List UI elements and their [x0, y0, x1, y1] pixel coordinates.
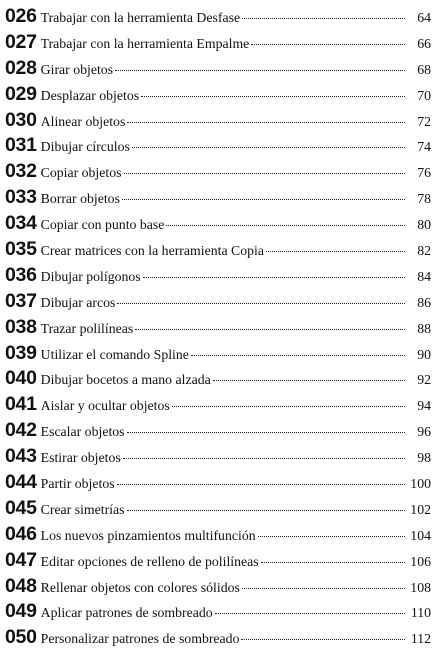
entry-title: Escalar objetos [40, 424, 125, 440]
entry-number: 044 [5, 471, 37, 494]
entry-title: Personalizar patrones de sombreado [40, 631, 240, 647]
toc-entry[interactable] [5, 470, 431, 496]
toc-entry[interactable] [5, 366, 431, 392]
dot-leader [117, 483, 405, 485]
toc-entry[interactable] [5, 263, 431, 289]
entry-number: 047 [5, 548, 37, 571]
entry-number: 041 [5, 393, 37, 416]
dot-leader [123, 457, 405, 459]
entry-page-number: 76 [417, 165, 431, 181]
entry-title: Copiar objetos [40, 165, 122, 181]
entry-number: 046 [5, 522, 37, 545]
entry-number: 035 [5, 238, 37, 261]
dot-leader [242, 587, 405, 589]
entry-title: Estirar objetos [40, 450, 121, 466]
entry-page-number: 92 [417, 372, 431, 388]
entry-page-number: 84 [417, 268, 431, 284]
dot-leader [143, 276, 405, 278]
entry-page-number: 102 [410, 501, 431, 517]
dot-leader [124, 172, 406, 174]
toc-entry[interactable] [5, 159, 431, 185]
entry-title: Dibujar bocetos a mano alzada [40, 372, 211, 388]
toc-entry[interactable] [5, 522, 431, 548]
entry-page-number: 86 [417, 294, 431, 310]
entry-title: Crear matrices con la herramienta Copia [40, 243, 264, 259]
dot-leader [127, 431, 405, 433]
entry-page-number: 98 [417, 450, 431, 466]
dot-leader [115, 69, 405, 71]
entry-number: 049 [5, 600, 37, 623]
dot-leader [135, 328, 405, 330]
entry-page-number: 70 [417, 87, 431, 103]
entry-title: Dibujar polígonos [40, 268, 141, 284]
entry-title: Alinear objetos [40, 113, 126, 129]
entry-number: 043 [5, 445, 37, 468]
entry-number: 036 [5, 263, 37, 286]
toc-entry[interactable] [5, 289, 431, 315]
toc-entry[interactable] [5, 56, 431, 82]
entry-page-number: 88 [417, 320, 431, 336]
entry-title: Aplicar patrones de sombreado [40, 605, 213, 621]
toc-entry[interactable] [5, 392, 431, 418]
entry-number: 030 [5, 108, 37, 131]
entry-title: Borrar objetos [40, 191, 120, 207]
entry-page-number: 90 [417, 346, 431, 362]
toc-entry[interactable] [5, 211, 431, 237]
toc-entry[interactable] [5, 185, 431, 211]
toc-entry[interactable] [5, 444, 431, 470]
entry-page-number: 104 [410, 527, 431, 543]
entry-number: 033 [5, 186, 37, 209]
toc-entry[interactable] [5, 599, 431, 625]
dot-leader [258, 535, 405, 537]
entry-number: 050 [5, 626, 37, 649]
entry-title: Editar opciones de relleno de polilíneas [40, 553, 259, 569]
entry-page-number: 94 [417, 398, 431, 414]
entry-number: 045 [5, 496, 37, 519]
entry-page-number: 72 [417, 113, 431, 129]
entry-number: 034 [5, 212, 37, 235]
toc-entry[interactable] [5, 4, 431, 30]
toc-entry[interactable] [5, 237, 431, 263]
dot-leader [132, 146, 405, 148]
entry-page-number: 106 [410, 553, 431, 569]
dot-leader [172, 405, 405, 407]
dot-leader [213, 379, 405, 381]
entry-page-number: 78 [417, 191, 431, 207]
entry-number: 039 [5, 341, 37, 364]
dot-leader [122, 198, 405, 200]
entry-number: 048 [5, 574, 37, 597]
entry-title: Los nuevos pinzamientos multifunción [40, 527, 256, 543]
dot-leader [117, 302, 405, 304]
entry-page-number: 108 [410, 579, 431, 595]
entry-page-number: 64 [417, 10, 431, 25]
entry-title: Trabajar con la herramienta Empalme [40, 35, 250, 51]
dot-leader [242, 17, 405, 19]
toc-entry[interactable] [5, 625, 431, 651]
dot-leader [251, 43, 405, 45]
dot-leader [266, 250, 405, 252]
entry-page-number: 96 [417, 424, 431, 440]
entry-title: Dibujar círculos [40, 139, 130, 155]
entry-page-number: 110 [410, 605, 431, 621]
dot-leader [261, 561, 405, 563]
entry-number: 031 [5, 134, 37, 157]
entry-title: Aislar y ocultar objetos [40, 398, 170, 414]
entry-page-number: 82 [417, 243, 431, 259]
dot-leader [127, 121, 405, 123]
entry-title: Dibujar arcos [40, 294, 116, 310]
entry-title: Partir objetos [40, 476, 115, 492]
entry-number: 029 [5, 82, 37, 105]
entry-title: Trazar polilíneas [40, 320, 134, 336]
entry-title: Crear simetrías [40, 501, 125, 517]
entry-title: Trabajar con la herramienta Desfase [40, 10, 241, 25]
toc-entry[interactable] [5, 574, 431, 600]
entry-title: Rellenar objetos con colores sólidos [40, 579, 240, 595]
table-of-contents [5, 4, 431, 651]
entry-number: 037 [5, 289, 37, 312]
toc-entry[interactable] [5, 133, 431, 159]
entry-title: Girar objetos [40, 61, 114, 77]
toc-entry[interactable] [5, 548, 431, 574]
entry-page-number: 74 [417, 139, 431, 155]
entry-number: 027 [5, 30, 37, 53]
dot-leader [241, 638, 405, 640]
entry-number: 038 [5, 315, 37, 338]
dot-leader [215, 612, 405, 614]
entry-number: 028 [5, 56, 37, 79]
toc-entry[interactable] [5, 108, 431, 134]
entry-title: Desplazar objetos [40, 87, 140, 103]
toc-entry[interactable] [5, 341, 431, 367]
entry-number: 042 [5, 419, 37, 442]
entry-number: 032 [5, 160, 37, 183]
entry-title: Utilizar el comando Spline [40, 346, 189, 362]
entry-page-number: 100 [410, 476, 431, 492]
dot-leader [127, 509, 405, 511]
entry-number: 040 [5, 367, 37, 390]
toc-entry[interactable] [5, 82, 431, 108]
entry-page-number: 80 [417, 217, 431, 233]
toc-entry[interactable] [5, 418, 431, 444]
toc-entry[interactable] [5, 315, 431, 341]
entry-page-number: 68 [417, 61, 431, 77]
dot-leader [166, 224, 405, 226]
entry-title: Copiar con punto base [40, 217, 165, 233]
dot-leader [191, 354, 405, 356]
entry-number: 026 [5, 5, 37, 27]
toc-entry[interactable] [5, 496, 431, 522]
entry-page-number: 66 [417, 35, 431, 51]
toc-entry[interactable] [5, 30, 431, 56]
dot-leader [141, 95, 405, 97]
entry-page-number: 112 [410, 631, 431, 647]
